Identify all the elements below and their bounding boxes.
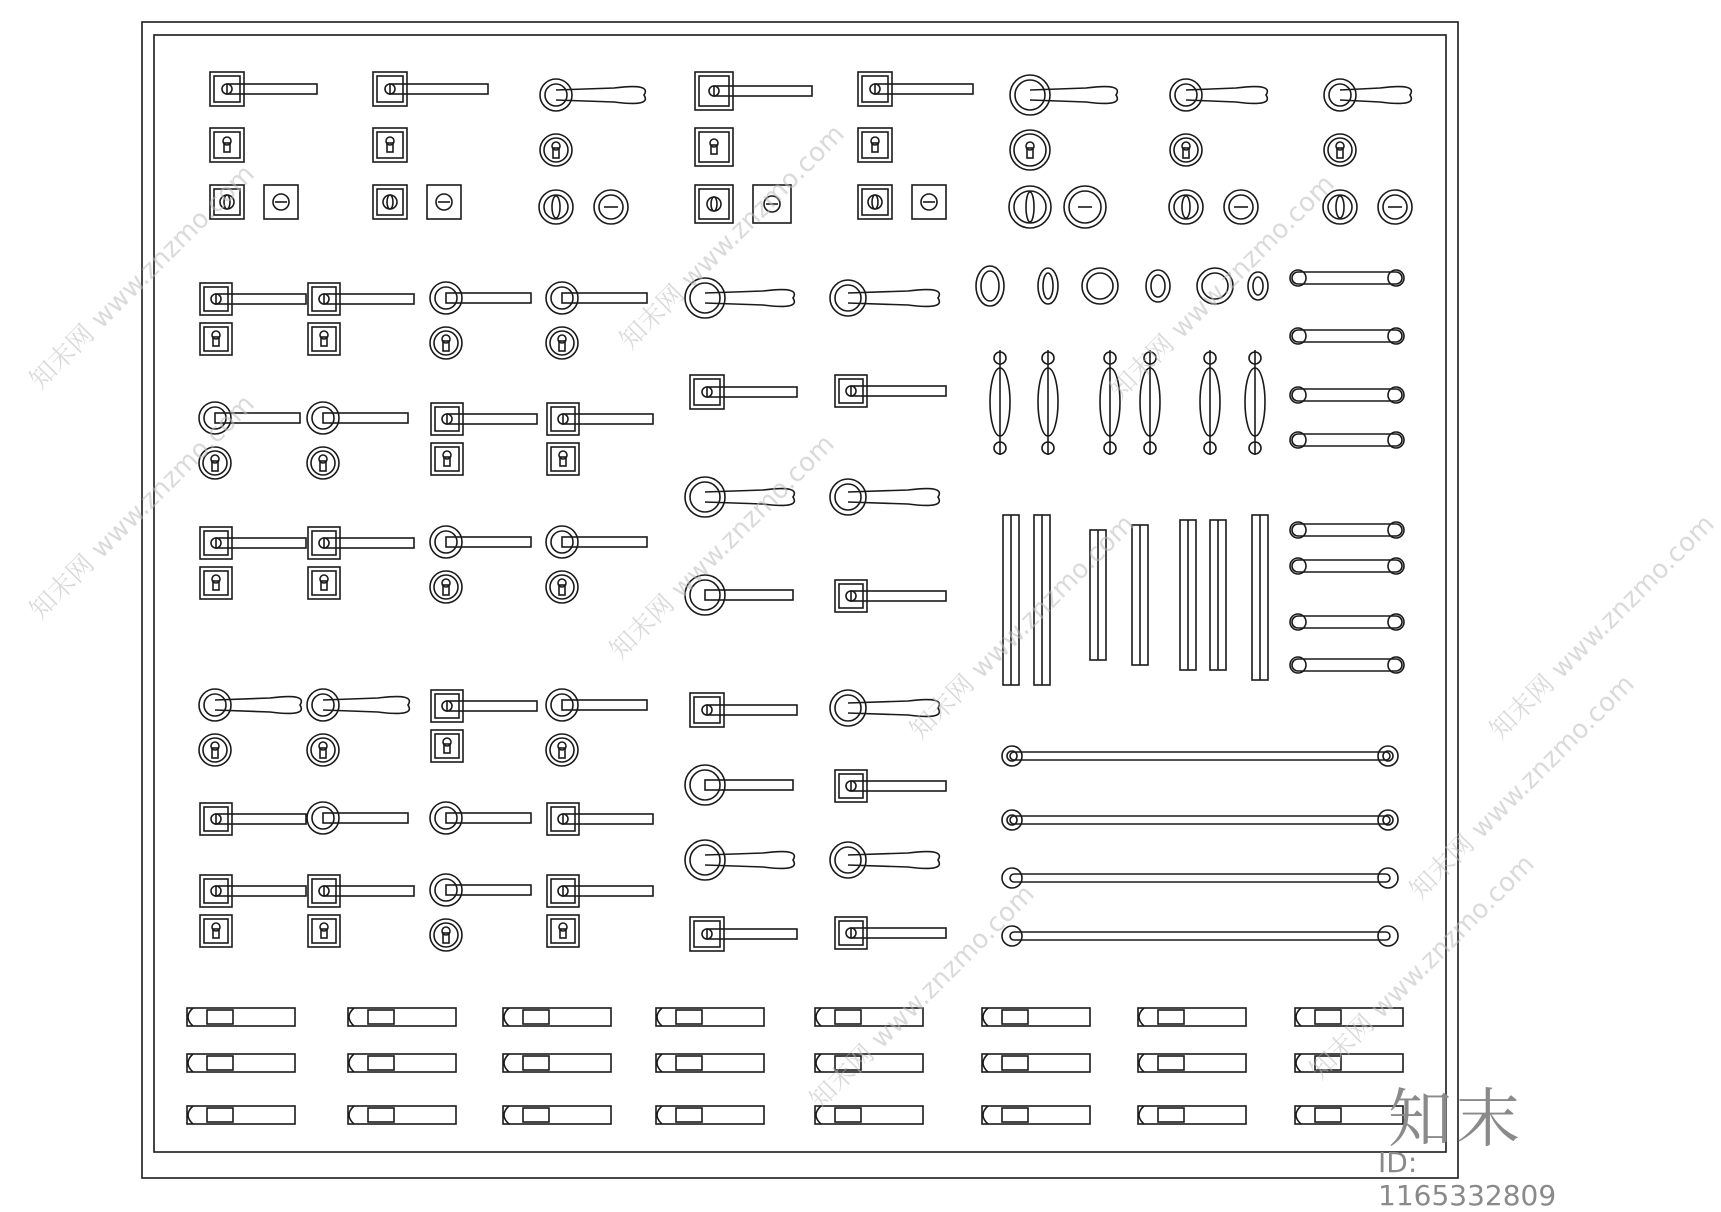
keyhole-escutcheon-round (1170, 134, 1202, 166)
lever-handle-square-rose (308, 527, 414, 559)
keyhole-escutcheon-round (430, 327, 462, 359)
lever-handle-square-rose (308, 875, 414, 907)
vertical-cabinet-pull (1038, 350, 1058, 455)
emergency-release-square (427, 185, 461, 219)
window-handle (187, 1054, 295, 1072)
cabinet-knob (1038, 268, 1058, 304)
towel-bar (1002, 810, 1398, 830)
window-handle (503, 1008, 611, 1026)
lever-handle-round-rose (1324, 79, 1411, 111)
thumb-turn-round (1169, 190, 1203, 224)
lever-handle-square-rose (690, 917, 797, 951)
window-handle (348, 1106, 456, 1124)
lever-handle-round-rose (430, 282, 531, 314)
lever-handle-round-rose (430, 802, 531, 834)
keyhole-escutcheon-square (547, 915, 579, 947)
bar-pull (1180, 520, 1196, 670)
keyhole-escutcheon-round (307, 734, 339, 766)
keyhole-escutcheon-square (200, 567, 232, 599)
window-handle (656, 1054, 764, 1072)
emergency-release-square (912, 185, 946, 219)
lever-handle-round-rose (540, 79, 645, 111)
lever-handle-round-rose (430, 526, 531, 558)
emergency-release-round (594, 190, 628, 224)
lever-handle-round-rose (307, 689, 409, 721)
bar-pull (1252, 515, 1268, 680)
lever-handle-round-rose (685, 840, 794, 880)
vertical-cabinet-pull (1245, 350, 1265, 455)
watermark-text: 知末网 www.znzmo.com (804, 879, 1041, 1116)
keyhole-escutcheon-round (546, 734, 578, 766)
cabinet-knob (1082, 268, 1118, 304)
window-handle (982, 1054, 1090, 1072)
watermark-text: 知末网 www.znzmo.com (1404, 669, 1641, 906)
window-handle (1138, 1008, 1246, 1026)
watermark-text: 知末网 www.znzmo.com (1304, 849, 1541, 1086)
lever-handle-square-rose (431, 403, 537, 435)
window-handle (503, 1106, 611, 1124)
bar-pull (1132, 525, 1148, 665)
thumb-turn-square (373, 185, 407, 219)
lever-handle-round-rose (1010, 75, 1117, 115)
horizontal-cabinet-pull (1290, 558, 1404, 574)
keyhole-escutcheon-round (546, 571, 578, 603)
keyhole-escutcheon-square (308, 323, 340, 355)
window-handle (503, 1054, 611, 1072)
lever-handle-square-rose (431, 690, 537, 722)
keyhole-escutcheon-round (430, 571, 462, 603)
window-handle (187, 1008, 295, 1026)
keyhole-escutcheon-round (546, 327, 578, 359)
lever-handle-square-rose (835, 580, 946, 612)
lever-handle-round-rose (830, 479, 939, 515)
keyhole-escutcheon-square (373, 128, 407, 162)
keyhole-escutcheon-square (200, 915, 232, 947)
vertical-cabinet-pull (990, 350, 1010, 455)
cabinet-knob (1146, 270, 1170, 302)
window-handle (348, 1054, 456, 1072)
keyhole-escutcheon-square (210, 128, 244, 162)
watermark-text: 知末网 www.znzmo.com (604, 429, 841, 666)
lever-handle-square-rose (200, 283, 306, 315)
keyhole-escutcheon-round (1324, 134, 1356, 166)
horizontal-cabinet-pull (1290, 328, 1404, 344)
keyhole-escutcheon-square (200, 323, 232, 355)
watermark-text: 知末网 www.znzmo.com (614, 119, 851, 356)
keyhole-escutcheon-round (540, 134, 572, 166)
keyhole-escutcheon-square (308, 915, 340, 947)
horizontal-cabinet-pull (1290, 522, 1404, 538)
window-handle (348, 1008, 456, 1026)
keyhole-escutcheon-round (307, 447, 339, 479)
lever-handle-square-rose (373, 72, 488, 106)
towel-bar (1002, 746, 1398, 766)
horizontal-cabinet-pull (1290, 387, 1404, 403)
lever-handle-square-rose (308, 283, 414, 315)
window-handle (656, 1008, 764, 1026)
bar-pull (1210, 520, 1226, 670)
horizontal-cabinet-pull (1290, 432, 1404, 448)
keyhole-escutcheon-square (308, 567, 340, 599)
lever-handle-round-rose (830, 280, 939, 316)
window-handle (982, 1008, 1090, 1026)
lever-handle-round-rose (199, 689, 301, 721)
keyhole-escutcheon-round (199, 734, 231, 766)
watermark-text: 知末网 www.znzmo.com (1104, 169, 1341, 406)
keyhole-escutcheon-square (547, 443, 579, 475)
lever-handle-square-rose (547, 875, 653, 907)
watermark-text: 知末网 www.znzmo.com (24, 159, 261, 396)
keyhole-escutcheon-square (695, 128, 733, 166)
watermark-text: 知末网 www.znzmo.com (1484, 509, 1721, 746)
lever-handle-square-rose (547, 403, 653, 435)
lever-handle-round-rose (307, 802, 408, 834)
towel-bar (1002, 868, 1398, 888)
emergency-release-square (264, 185, 298, 219)
keyhole-escutcheon-square (431, 443, 463, 475)
horizontal-cabinet-pull (1290, 270, 1404, 286)
keyhole-escutcheon-square (858, 128, 892, 162)
window-handle (187, 1106, 295, 1124)
lever-handle-square-rose (858, 72, 973, 106)
lever-handle-square-rose (835, 770, 946, 802)
emergency-release-round (1378, 190, 1412, 224)
window-handle (656, 1106, 764, 1124)
horizontal-cabinet-pull (1290, 614, 1404, 630)
watermark-text: 知末网 www.znzmo.com (24, 389, 261, 626)
lever-handle-square-rose (547, 803, 653, 835)
thumb-turn-square (858, 185, 892, 219)
thumb-turn-round (539, 190, 573, 224)
lever-handle-round-rose (546, 689, 647, 721)
lever-handle-round-rose (685, 765, 793, 805)
window-handle (1295, 1106, 1403, 1124)
lever-handle-round-rose (430, 874, 531, 906)
image-id-label: ID: 1165332809 (1378, 1146, 1557, 1212)
horizontal-cabinet-pull (1290, 657, 1404, 673)
brand-logo: 知末 (1388, 1083, 1524, 1157)
emergency-release-round (1064, 186, 1106, 228)
watermark-text: 知末网 www.znzmo.com (904, 509, 1141, 746)
lever-handle-square-rose (690, 375, 797, 409)
keyhole-escutcheon-round (430, 919, 462, 951)
towel-bar (1002, 926, 1398, 946)
lever-handle-round-rose (546, 526, 647, 558)
lever-handle-round-rose (307, 402, 408, 434)
thumb-turn-round (1009, 186, 1051, 228)
lever-handle-square-rose (835, 917, 946, 949)
lever-handle-square-rose (200, 803, 306, 835)
cabinet-knob (976, 266, 1004, 306)
lever-handle-square-rose (210, 72, 317, 106)
window-handle (1138, 1054, 1246, 1072)
lever-handle-square-rose (200, 875, 306, 907)
window-handle (1138, 1106, 1246, 1124)
lever-handle-round-rose (830, 842, 939, 878)
emergency-release-round (1224, 190, 1258, 224)
lever-handle-round-rose (1170, 79, 1267, 111)
lever-handle-square-rose (690, 693, 797, 727)
lever-handle-square-rose (835, 375, 946, 407)
keyhole-escutcheon-round (1010, 130, 1050, 170)
lever-handle-square-rose (695, 72, 812, 110)
vertical-cabinet-pull (1200, 350, 1220, 455)
keyhole-escutcheon-square (431, 730, 463, 762)
window-handle (982, 1106, 1090, 1124)
lever-handle-square-rose (200, 527, 306, 559)
